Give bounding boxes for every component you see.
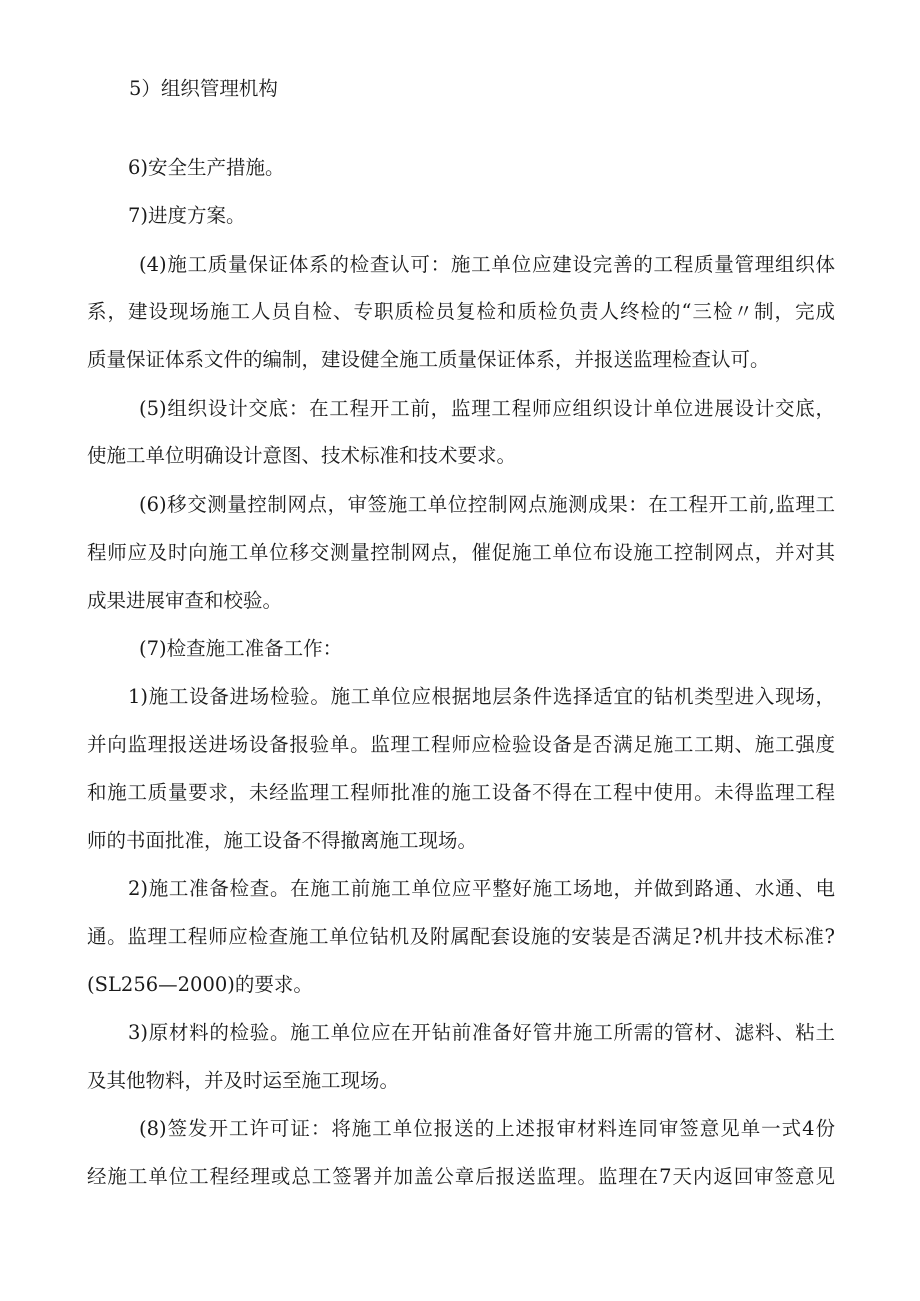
paragraph-6-line-2: 程师应及时向施工单位移交测量控制网点，催促施工单位布设施工控制网点，并对其 (87, 541, 835, 564)
item-3-line-1: 3)原材料的检验。施工单位应在开钻前准备好管井施工所需的管材、滤料、粘土 (128, 1021, 835, 1044)
item-1-line-2: 并向监理报送进场设备报验单。监理工程师应检验设备是否满足施工工期、施工强度 (87, 733, 835, 756)
list-item-organization: 5）组织管理机构 (129, 77, 278, 100)
paragraph-4-line-3: 质量保证体系文件的编制，建设健全施工质量保证体系，并报送监理检查认可。 (87, 348, 770, 371)
paragraph-4-line-2: 系，建设现场施工人员自检、专职质检员复检和质检负责人终检的“三检〃制，完成 (87, 300, 835, 323)
item-1-line-1: 1)施工设备进场检验。施工单位应根据地层条件选择适宜的钻机类型进入现场， (128, 685, 835, 708)
paragraph-8-line-1: (8)签发开工许可证：将施工单位报送的上述报审材料连同审签意见单一式4份 (139, 1117, 835, 1140)
item-2-line-1: 2)施工准备检查。在施工前施工单位应平整好施工场地，并做到路通、水通、电 (128, 877, 835, 900)
paragraph-6-line-3: 成果进展审查和校验。 (87, 589, 283, 612)
paragraph-7-heading: (7)检查施工准备工作： (139, 637, 343, 660)
paragraph-5-line-2: 使施工单位明确设计意图、技术标准和技术要求。 (87, 444, 517, 467)
list-item-schedule: 7)进度方案。 (128, 204, 246, 227)
paragraph-8-line-2: 经施工单位工程经理或总工签署并加盖公章后报送监理。监理在7天内返回审签意见 (87, 1165, 835, 1188)
item-3-line-2: 及其他物料，并及时运至施工现场。 (87, 1069, 400, 1092)
item-2-line-2: 通。监理工程师应检查施工单位钻机及附属配套设施的安装是否满足?机井技术标准? (87, 925, 835, 948)
paragraph-6-line-1: (6)移交测量控制网点，审签施工单位控制网点施测成果：在工程开工前,监理工 (139, 493, 835, 516)
paragraph-4-line-1: (4)施工质量保证体系的检查认可：施工单位应建设完善的工程质量管理组织体 (139, 253, 835, 276)
item-1-line-4: 师的书面批准，施工设备不得撤离施工现场。 (87, 829, 478, 852)
list-item-safety: 6)安全生产措施。 (128, 156, 285, 179)
item-1-line-3: 和施工质量要求，未经监理工程师批准的施工设备不得在工程中使用。未得监理工程 (87, 781, 835, 804)
item-2-line-3: (SL256—2000)的要求。 (87, 973, 313, 996)
paragraph-5-line-1: (5)组织设计交底：在工程开工前，监理工程师应组织设计单位进展设计交底， (139, 397, 835, 420)
